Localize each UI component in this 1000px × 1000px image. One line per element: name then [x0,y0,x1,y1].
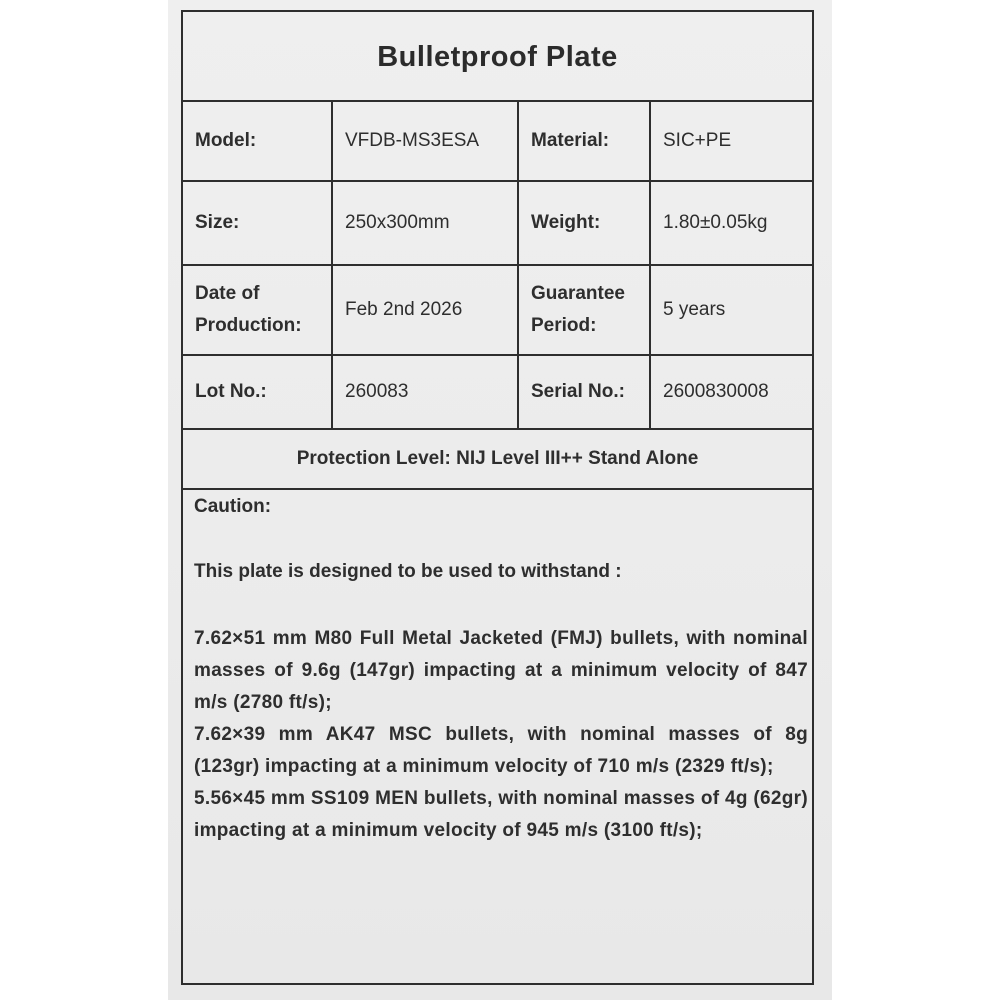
production-date-label-line1: Date of [195,283,260,304]
size-label: Size: [195,212,240,233]
caution-items [194,623,808,847]
label-title: Bulletproof Plate [377,40,618,73]
caution-section [194,490,808,847]
protection-level: Protection Level: NIJ Level III++ Stand Alone [296,448,699,469]
material-label: Material: [531,130,610,151]
weight-value: 1.80±0.05kg [663,212,768,233]
background-left [0,0,168,1000]
serial-number-value: 2600830008 [663,381,769,402]
production-date-label-line2: Production: [195,315,302,336]
serial-number-label: Serial No.: [531,381,625,402]
material-value: SIC+PE [663,130,732,151]
background-right [830,0,1000,1000]
production-date-value: Feb 2nd 2026 [345,299,463,320]
caution-item: 7.62×51 mm M80 Full Metal Jacketed (FMJ) bullets, with nominal masses of 9.6g (147gr) impacting at a minimum velocity of 847 m/s (2780 ft/s); [194,628,808,713]
guarantee-period-value: 5 years [663,299,726,320]
model-label: Model: [195,130,257,151]
size-value: 250x300mm [345,212,450,233]
guarantee-period-label-line1: Guarantee [531,283,625,304]
caution-item: 5.56×45 mm SS109 MEN bullets, with nominal masses of 4g (62gr) impacting at a minimum velocity of 945 m/s (3100 ft/s); [194,788,808,841]
lot-number-label: Lot No.: [195,381,267,402]
caution-item: 7.62×39 mm AK47 MSC bullets, with nominal masses of 8g (123gr) impacting at a minimum velocity of 710 m/s (2329 ft/s); [194,724,808,777]
lot-number-value: 260083 [345,381,409,402]
guarantee-period-label [519,266,649,354]
weight-label: Weight: [531,212,601,233]
caution-title: Caution: [194,496,272,517]
guarantee-period-label-line2: Period: [531,315,597,336]
caution-intro: This plate is designed to be used to withstand : [194,561,622,582]
production-date-label [183,266,331,354]
model-value: VFDB-MS3ESA [345,130,480,151]
